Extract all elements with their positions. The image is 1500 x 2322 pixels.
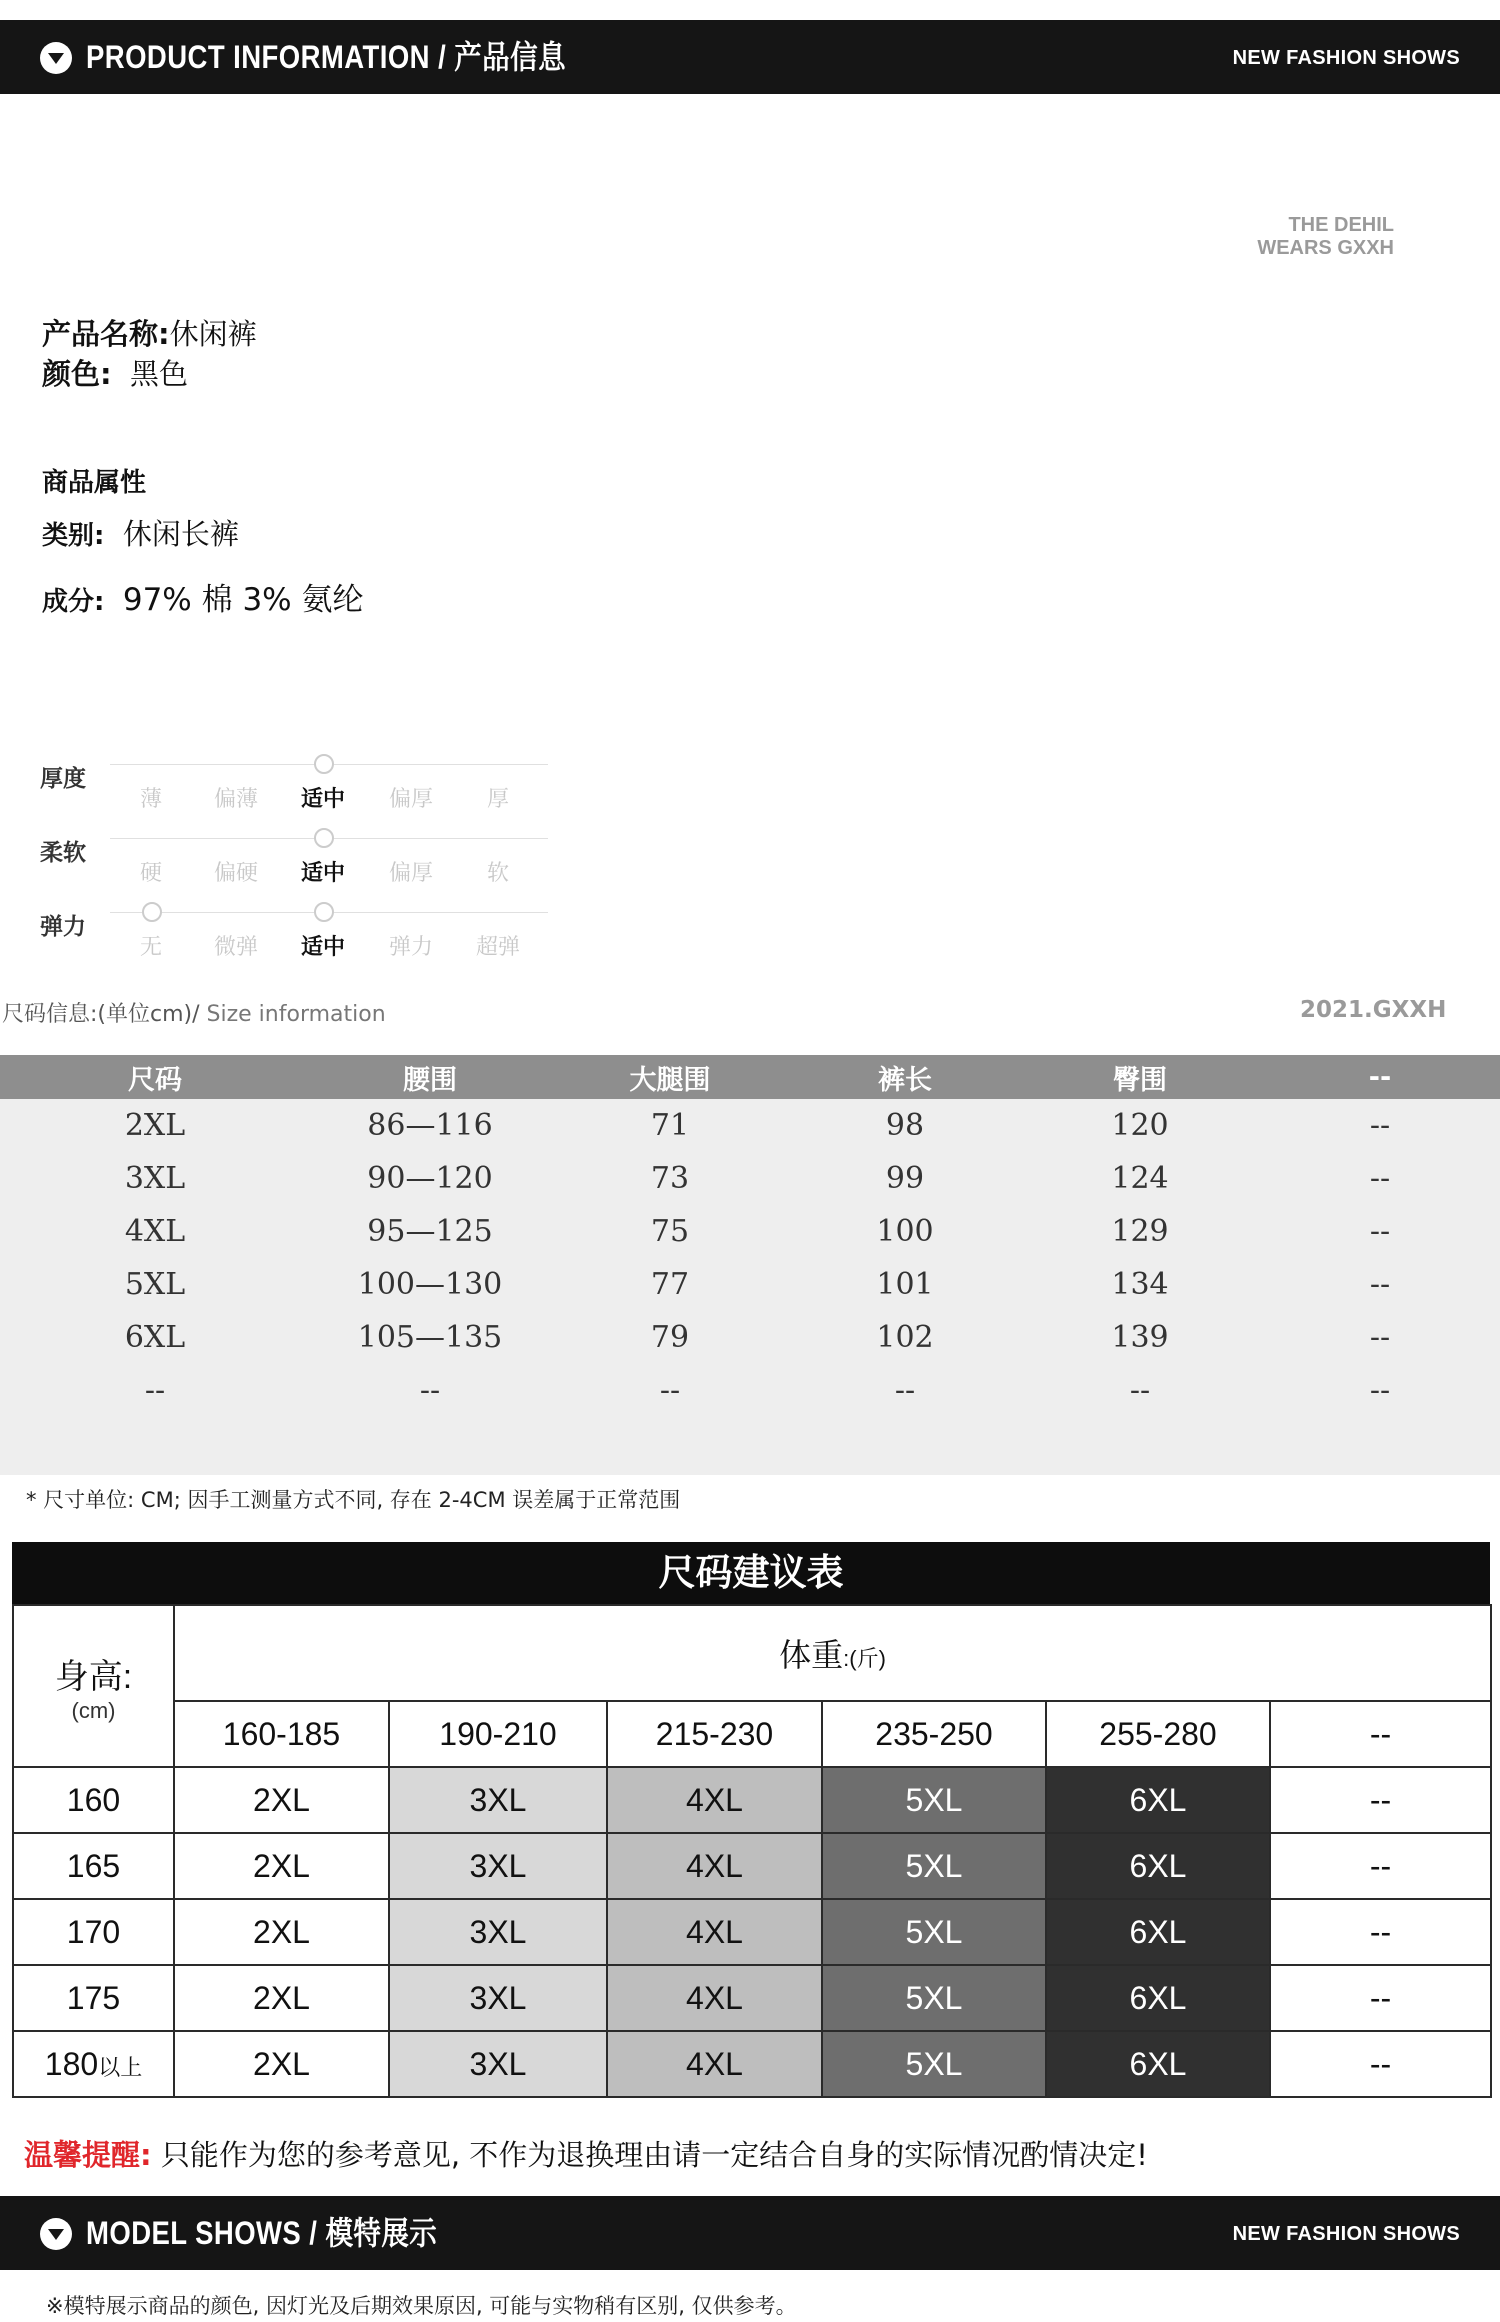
- recommended-size-cell: 4XL: [607, 1899, 822, 1965]
- height-cell: [13, 2031, 174, 2097]
- chevron-down-circle-icon: [40, 42, 72, 74]
- attrs-title: 商品属性: [42, 468, 147, 498]
- weight-range-cell: --: [1270, 1701, 1491, 1767]
- attribute-option: 薄: [139, 787, 162, 812]
- recommended-size-cell: 2XL: [174, 1899, 389, 1965]
- size-table-cell: 4XL: [124, 1214, 186, 1249]
- recommended-size-cell: 2XL: [174, 1965, 389, 2031]
- recommended-size-cell: 6XL: [1046, 2031, 1270, 2097]
- attribute-option: 软: [486, 861, 509, 886]
- size-table-header-cell: 裤长: [878, 1064, 932, 1096]
- product-name: 产品名称:休闲裤: [42, 317, 257, 351]
- size-table-cell: --: [1369, 1320, 1391, 1355]
- recommended-size-cell: 4XL: [607, 1965, 822, 2031]
- height-cell: [13, 1965, 174, 2031]
- size-table-cell: 129: [1111, 1214, 1169, 1249]
- size-table-cell: 6XL: [124, 1320, 186, 1355]
- attribute-option: 适中: [300, 861, 345, 886]
- size-table-cell: 77: [650, 1267, 690, 1302]
- attribute-label: 弹力: [40, 914, 86, 940]
- attribute-option: 硬: [139, 861, 162, 886]
- size-table-cell: 75: [650, 1214, 690, 1249]
- size-table-cell: --: [419, 1373, 441, 1408]
- recommended-size-cell: 4XL: [607, 1833, 822, 1899]
- size-table-cell: 71: [650, 1108, 690, 1143]
- recommended-size-cell: --: [1270, 1899, 1491, 1965]
- size-recommendation: [12, 1542, 1490, 2098]
- table-row: [13, 1965, 1491, 2031]
- size-table-cell: --: [1129, 1373, 1151, 1408]
- size-table-cell: 134: [1111, 1267, 1169, 1302]
- size-table-cell: 3XL: [124, 1161, 186, 1196]
- recommendation-table: [12, 1604, 1492, 2098]
- reminder-tip: 温馨提醒: 只能作为您的参考意见, 不作为退换理由请一定结合自身的实际情况酌情决定!: [24, 2138, 1148, 2172]
- header-tagline: NEW FASHION SHOWS: [1232, 2223, 1460, 2245]
- size-table-cell: --: [144, 1373, 166, 1408]
- size-table-cell: --: [1369, 1267, 1391, 1302]
- weight-range-cell: 160-185: [174, 1701, 389, 1767]
- size-table-cell: 98: [885, 1108, 925, 1143]
- attribute-option: 偏硬: [213, 861, 258, 886]
- weight-header: 体重:(斤): [174, 1605, 1491, 1701]
- recommended-size-cell: 4XL: [607, 2031, 822, 2097]
- recommended-size-cell: --: [1270, 1833, 1491, 1899]
- table-row: [13, 2031, 1491, 2097]
- header-tagline: NEW FASHION SHOWS: [1232, 47, 1460, 69]
- attribute-option: 偏厚: [388, 787, 433, 812]
- height-value: 180: [44, 2045, 99, 2082]
- height-suffix: 以上: [98, 2054, 143, 2080]
- size-table-cell: 120: [1111, 1108, 1169, 1143]
- height-cell: [13, 1833, 174, 1899]
- weight-range-cell: 190-210: [389, 1701, 607, 1767]
- size-table-cell: 73: [650, 1161, 690, 1196]
- selected-circle-icon: [314, 754, 334, 774]
- recommended-size-cell: 5XL: [822, 1965, 1046, 2031]
- size-table-cell: 105—135: [357, 1320, 503, 1355]
- table-row: [13, 1833, 1491, 1899]
- recommended-size-cell: 2XL: [174, 1767, 389, 1833]
- attribute-option: 弹力: [388, 935, 433, 960]
- recommended-size-cell: --: [1270, 1767, 1491, 1833]
- size-table-cell: 2XL: [124, 1108, 186, 1143]
- size-table-cell: --: [1369, 1214, 1391, 1249]
- weight-range-cell: 215-230: [607, 1701, 822, 1767]
- table-row: [0, 1205, 1500, 1258]
- height-value: 175: [66, 1979, 121, 2016]
- height-cell: [13, 1899, 174, 1965]
- recommended-size-cell: 4XL: [607, 1767, 822, 1833]
- size-table-cell: 5XL: [124, 1267, 186, 1302]
- size-table-header-cell: --: [1368, 1061, 1392, 1093]
- size-table-cell: 95—125: [367, 1214, 493, 1249]
- height-cell: [13, 1767, 174, 1833]
- product-composition: 成分: 97% 棉 3% 氨纶: [42, 582, 364, 618]
- recommendation-title: 尺码建议表: [12, 1542, 1490, 1604]
- product-color: 颜色: 黑色: [42, 357, 189, 391]
- size-table-cell: 99: [885, 1161, 925, 1196]
- recommended-size-cell: 2XL: [174, 2031, 389, 2097]
- year-mark: 2021.GXXH: [1300, 997, 1447, 1023]
- size-table-cell: --: [894, 1373, 916, 1408]
- weight-range-cell: 235-250: [822, 1701, 1046, 1767]
- attribute-option: 偏薄: [213, 787, 258, 812]
- recommended-size-cell: --: [1270, 2031, 1491, 2097]
- size-table-cell: --: [1369, 1161, 1391, 1196]
- brand-mark: THE DEHIL WEARS GXXH: [1257, 214, 1394, 259]
- size-table-header-cell: 大腿围: [629, 1064, 711, 1096]
- table-row: [0, 1364, 1500, 1417]
- size-table-cell: 102: [876, 1320, 934, 1355]
- table-row: [0, 1258, 1500, 1311]
- recommended-size-cell: 6XL: [1046, 1833, 1270, 1899]
- attribute-label: 柔软: [40, 840, 86, 866]
- size-table-cell: 124: [1111, 1161, 1169, 1196]
- selected-circle-icon: [314, 902, 334, 922]
- size-table-cell: 90—120: [367, 1161, 493, 1196]
- recommended-size-cell: 5XL: [822, 1899, 1046, 1965]
- recommended-size-cell: 5XL: [822, 2031, 1046, 2097]
- recommended-size-cell: 3XL: [389, 1833, 607, 1899]
- attribute-option: 偏厚: [388, 861, 433, 886]
- height-header: 身高: (cm): [13, 1605, 174, 1767]
- size-table-cell: --: [659, 1373, 681, 1408]
- recommended-size-cell: 3XL: [389, 1767, 607, 1833]
- size-info-label: 尺码信息:(单位cm)/ Size information: [2, 1002, 386, 1027]
- recommended-size-cell: 3XL: [389, 1899, 607, 1965]
- size-table-cell: 100: [876, 1214, 934, 1249]
- size-table: [0, 1055, 1500, 1475]
- table-row: [0, 1311, 1500, 1364]
- size-table-body: [0, 1099, 1500, 1475]
- height-value: 160: [66, 1781, 121, 1818]
- size-table-cell: 100—130: [357, 1267, 503, 1302]
- size-table-header-cell: 腰围: [403, 1064, 457, 1096]
- section-title: PRODUCT INFORMATION / 产品信息: [86, 39, 567, 75]
- attribute-label: 厚度: [40, 766, 86, 792]
- table-row: [0, 1152, 1500, 1205]
- attribute-option: 适中: [300, 935, 345, 960]
- height-value: 170: [66, 1913, 121, 1950]
- recommended-size-cell: 2XL: [174, 1833, 389, 1899]
- product-info-header: [0, 20, 1500, 94]
- recommended-size-cell: 5XL: [822, 1833, 1046, 1899]
- size-table-cell: --: [1369, 1108, 1391, 1143]
- size-table-cell: 139: [1111, 1320, 1169, 1355]
- weight-range-cell: 255-280: [1046, 1701, 1270, 1767]
- attribute-option: 微弹: [213, 935, 258, 960]
- size-table-header-cell: 臀围: [1113, 1064, 1167, 1096]
- circle-icon: [142, 902, 162, 922]
- recommended-size-cell: 6XL: [1046, 1767, 1270, 1833]
- section-title: MODEL SHOWS / 模特展示: [86, 2215, 438, 2251]
- size-table-header: [0, 1055, 1500, 1099]
- size-table-cell: 79: [650, 1320, 690, 1355]
- recommended-size-cell: 6XL: [1046, 1965, 1270, 2031]
- size-table-cell: 86—116: [367, 1108, 493, 1143]
- size-table-header-cell: 尺码: [128, 1064, 182, 1096]
- attribute-option: 超弹: [475, 935, 520, 960]
- attribute-option: 厚: [486, 787, 509, 812]
- chevron-down-circle-icon: [40, 2218, 72, 2250]
- size-table-cell: --: [1369, 1373, 1391, 1408]
- recommended-size-cell: 3XL: [389, 2031, 607, 2097]
- model-shows-header: [0, 2196, 1500, 2270]
- model-disclaimer: ※模特展示商品的颜色, 因灯光及后期效果原因, 可能与实物稍有区别, 仅供参考。: [46, 2294, 797, 2318]
- height-value: 165: [66, 1847, 121, 1884]
- size-table-cell: 101: [876, 1267, 934, 1302]
- recommended-size-cell: 5XL: [822, 1767, 1046, 1833]
- recommended-size-cell: 6XL: [1046, 1899, 1270, 1965]
- recommended-size-cell: 3XL: [389, 1965, 607, 2031]
- selected-circle-icon: [314, 828, 334, 848]
- attribute-option: 无: [139, 935, 162, 960]
- attribute-option: 适中: [300, 787, 345, 812]
- measurement-note: * 尺寸单位: CM; 因手工测量方式不同, 存在 2-4CM 误差属于正常范围: [26, 1488, 681, 1512]
- table-row: [13, 1767, 1491, 1833]
- recommended-size-cell: --: [1270, 1965, 1491, 2031]
- table-row: [0, 1099, 1500, 1152]
- table-row: [13, 1899, 1491, 1965]
- product-category: 类别: 休闲长裤: [42, 517, 239, 551]
